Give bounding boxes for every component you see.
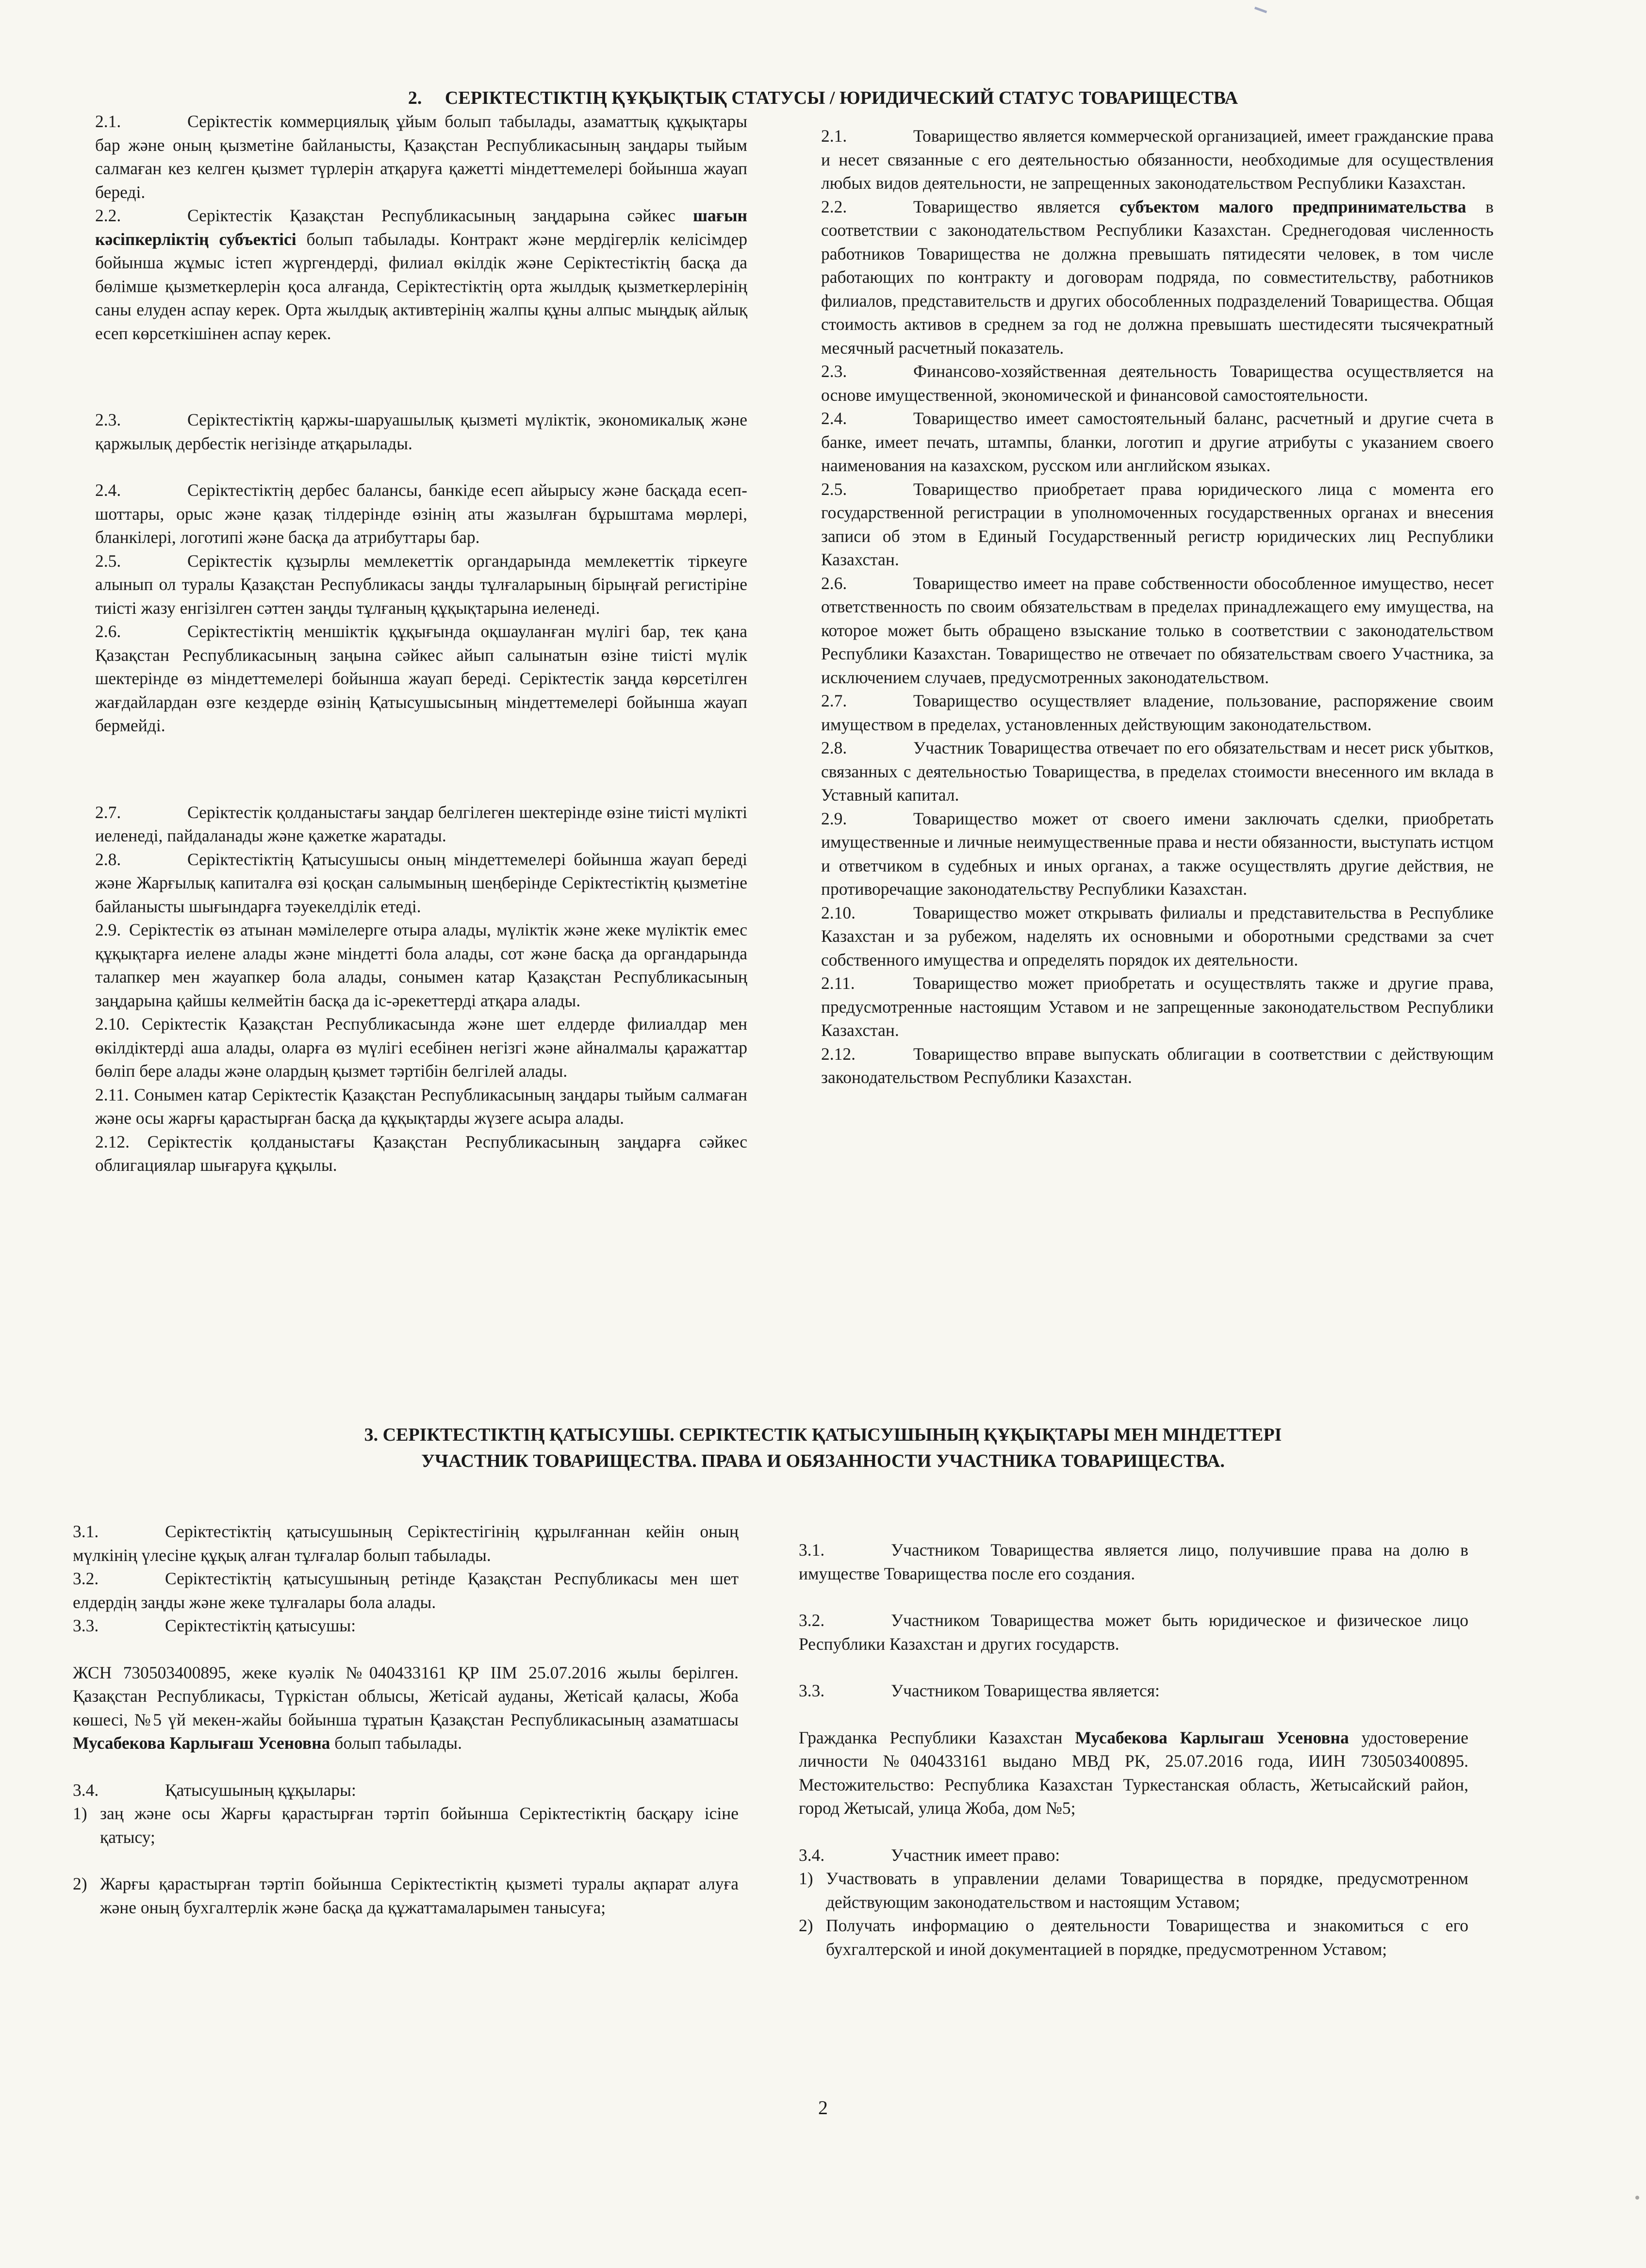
list-item: 2) Жарғы қарастырған тәртіп бойынша Серіктестіктің қызметі туралы ақпарат алуға және оның бухгалтерлік және басқа да құжаттамаларымен танысуға; <box>73 1874 739 1917</box>
clause-3-2-ru: 3.2. Участником Товарищества может быть юридическое и физическое лицо Республики Казахстан и других государств. <box>799 1611 1468 1654</box>
section-2-russian-column <box>821 124 1494 1089</box>
clause-2-1-ru: 2.1. Товарищество является коммерческой организацией, имеет гражданские права и несет связанные с его деятельностью обязанности, необходимые для осуществления любых видов деятельности, не запрещенных законодательством Республики Казахстан. <box>821 126 1494 193</box>
clause-2-3-kz: 2.3. Серіктестіктің қаржы-шаруашылық қызметі мүліктік, экономикалық және қаржылық дербестік негізінде атқарылады. <box>95 410 747 453</box>
section-3-russian-column <box>799 1538 1468 1961</box>
clause-3-1-ru: 3.1. Участником Товарищества является лицо, получившие права на долю в имуществе Товарищества после его создания. <box>799 1540 1468 1583</box>
clause-2-8-kz: 2.8. Серіктестіктің Қатысушысы оның міндеттемелері бойынша жауап береді және Жарғылық капиталға өзі қосқан салымының шеңберінде Серіктестіктің қызметіне байланысты шығындарға тәуекелділік етеді. <box>95 849 747 916</box>
clause-3-1-kz: 3.1. Серіктестіктің қатысушының Серіктестігінің құрылғаннан кейін оның мүлкінің үлесіне құқық алған тұлғалар болып табылады. <box>73 1522 739 1565</box>
clause-3-3-kz: 3.3. Серіктестіктің қатысушы: <box>73 1616 356 1635</box>
section-3-title-kazakh: 3. СЕРІКТЕСТІКТІҢ ҚАТЫСУШЫ. СЕРІКТЕСТІК ҚАТЫСУШЫНЫҢ ҚҰҚЫҚТАРЫ МЕН МІНДЕТТЕРІ <box>364 1425 1282 1445</box>
clause-2-3-ru: 2.3. Финансово-хозяйственная деятельность Товарищества осуществляется на основе имущественной, экономической и финансовой самостоятельности. <box>821 362 1494 405</box>
clause-2-8-ru: 2.8. Участник Товарищества отвечает по его обязательствам и несет риск убытков, связанных с деятельностью Товарищества, в пределах стоимости внесенного им вклада в Уставный капитал. <box>821 738 1494 805</box>
participant-ru: Гражданка Республики Казахстан Мусабекова Карлыгаш Усеновна удостоверение личности №040433161 выдано МВД РК, 25.07.2016 года, ИИН 730503400895. Местожительство: Республика Казахстан Туркестанская область, Жетысайский район, город Жетысай, улица Жоба, дом №5; <box>799 1727 1468 1818</box>
clause-2-7-kz: 2.7. Серіктестік қолданыстағы заңдар белгілеген шектерінде өзіне тиісті мүлікті иеленеді, пайдаланады және қажетке жаратады. <box>95 802 747 845</box>
clause-2-5-kz: 2.5. Серіктестік құзырлы мемлекеттік органдарында мемлекеттік тіркеуге алынып ол туралы Қазақстан Республикасы заңды тұлғаларының бірыңғай регистіріне тиісті жазу енгізілген сәттен заңды тұлғаның құқықтарына иеленеді. <box>95 551 747 618</box>
clause-2-9-kz: 2.9. Серіктестік өз атынан мәмілелерге отыра алады, мүліктік және жеке мүліктік емес құқықтарға иелене алады және міндетті бола алады, сот және басқа да органдарында талапкер мен жауапкер бола алады, сонымен катар Қазақстан Республикасының заңдарына қайшы келмейтін басқа да іс-әрекеттерді атқара алады. <box>95 920 747 1010</box>
clause-2-6-kz: 2.6. Серіктестіктің меншіктік құқығында оқшауланған мүлігі бар, тек қана Қазақстан Республикасының заңына сәйкес айып салынатын өзіне тиісті мүлік шектерінде өз міндеттемелері бойынша жауап береді. Серіктестік заңда көрсетілген жағдайлардан өзге кездерде өзінің Қатысушысының міндеттемелері бойынша жауап бермейді. <box>95 622 747 735</box>
section-3-title-russian: УЧАСТНИК ТОВАРИЩЕСТВА. ПРАВА И ОБЯЗАННОСТИ УЧАСТНИКА ТОВАРИЩЕСТВА. <box>421 1451 1225 1471</box>
clause-2-4-kz: 2.4. Серіктестіктің дербес балансы, банкіде есеп айырысу және басқада есеп-шоттары, орыс және қазақ тілдерінде өзінің аты жазылған бұрыштама мөрлері, бланкілері, логотипі және басқа да атрибуттары бар. <box>95 480 747 547</box>
clause-2-12-ru: 2.12. Товарищество вправе выпускать облигации в соответствии с действующим законодательством Республики Казахстан. <box>821 1044 1494 1087</box>
section-2-kazakh-column <box>95 110 747 1177</box>
participant-kz: ЖСН 730503400895, жеке куәлік №040433161 ҚР ІІМ 25.07.2016 жылы берілген. Қазақстан Республикасы, Түркістан облысы, Жетісай ауданы, Жетісай қаласы, Жоба көшесі, №5 үй мекен-жайы бойынша тұратын Қазақстан Республикасының азаматшасы Мусабекова Карлығаш Усеновна болып табылады. <box>73 1662 739 1753</box>
clause-2-4-ru: 2.4. Товарищество имеет самостоятельный баланс, расчетный и другие счета в банке, имеет печать, штампы, бланки, логотип и другие атрибуты с указанием своего наименования на казахском, русском или английском языках. <box>821 409 1494 475</box>
clause-2-7-ru: 2.7. Товарищество осуществляет владение, пользование, распоряжение своим имуществом в пределах, установленных действующим законодательством. <box>821 691 1494 734</box>
clause-2-5-ru: 2.5. Товарищество приобретает права юридического лица с момента его государственной регистрации в уполномоченных государственных органах и внесения записи об этом в Единый Государственный регистр юридических лиц Республики Казахстан. <box>821 479 1494 569</box>
clause-2-6-ru: 2.6. Товарищество имеет на праве собственности обособленное имущество, несет ответственность по своим обязательствам в пределах принадлежащего ему имущества, на которое может быть обращено взыскание только в соответствии с законодательством Республики Казахстан. Товарищество не отвечает по обязательствам своего Участника, за исключением случаев, предусмотренных законодательством. <box>821 573 1494 687</box>
section-2-title: 2. СЕРІКТЕСТІКТІҢ ҚҰҚЫҚТЫҚ СТАТУСЫ / ЮРИДИЧЕСКИЙ СТАТУС ТОВАРИЩЕСТВА <box>408 88 1238 108</box>
clause-2-11-kz: 2.11. Сонымен катар Серіктестік Қазақстан Республикасының заңдары тыйым салмаған және осы жарғы қарастырған басқа да құқықтарды жүзеге асыра алады. <box>95 1085 747 1128</box>
clause-2-9-ru: 2.9. Товарищество может от своего имени заключать сделки, приобретать имущественные и личные неимущественные права и нести обязанности, выступать истцом и ответчиком в судебных и иных органах, а также осуществлять другие действия, не противоречащие законодательству Республики Казахстан. <box>821 808 1494 899</box>
list-item: 2) Получать информацию о деятельности Товарищества и знакомиться с его бухгалтерской и иной документацией в порядке, предусмотренном Уставом; <box>799 1916 1468 1959</box>
clause-3-4-ru: 3.4. Участник имеет право: <box>799 1845 1060 1865</box>
clause-2-11-ru: 2.11. Товарищество может приобретать и осуществлять также и другие права, предусмотренные настоящим Уставом и не запрещенные законодательством Республики Казахстан. <box>821 973 1494 1040</box>
clause-2-2-ru: 2.2. Товарищество является субъектом малого предпринимательства в соответствии с законодательством Республики Казахстан. Среднегодовая численность работников Товарищества не должна превышать пятидесяти человек, в том числе работающих по контракту и договорам подряда, по совместительству, работников филиалов, представительств и других обособленных подразделений Товарищества. Общая стоимость активов в среднем за год не должна превышать шестидесяти тысячекратный месячный расчетный показатель. <box>821 197 1494 358</box>
scan-mark <box>1254 7 1267 14</box>
clause-3-4-kz: 3.4. Қатысушының құқылары: <box>73 1780 356 1800</box>
clause-2-12-kz: 2.12. Серіктестік қолданыстағы Қазақстан Республикасының заңдарға сәйкес облигациялар шығаруға құқылы. <box>95 1132 747 1175</box>
list-item: 1) заң және осы Жарғы қарастырған тәртіп бойынша Серіктестіктің басқару ісіне қатысу; <box>73 1804 739 1847</box>
clause-3-2-kz: 3.2. Серіктестіктің қатысушының ретінде Қазақстан Республикасы мен шет елдердің заңды және жеке тұлғалары бола алады. <box>73 1569 739 1612</box>
list-item: 1) Участвовать в управлении делами Товарищества в порядке, предусмотренном действующим законодательством и настоящим Уставом; <box>799 1869 1468 1912</box>
page-number: 2 <box>818 2097 828 2119</box>
clause-2-10-ru: 2.10. Товарищество может открывать филиалы и представительства в Республике Казахстан и за рубежом, наделять их основными и оборотными средствами за счет собственного имущества и определять порядок их деятельности. <box>821 903 1494 970</box>
clause-2-2-kz: 2.2. Серіктестік Қазақстан Республикасының заңдарына сәйкес шағын кәсіпкерліктің субъектісі болып табылады. Контракт және мердігерлік келісімдер бойынша жұмыс істеп жүргендерді, филиал өкілдік және Серіктестіктің басқа да бөлімше қызметкерлерін қоса алғанда, Серіктестіктің орта жылдық қызметкерлерінің саны елуден аспау керек. Орта жылдық активтерінің жалпы құны алпыс мыңдық айлық есеп көрсеткішінен аспау керек. <box>95 206 747 343</box>
clause-2-10-kz: 2.10. Серіктестік Қазақстан Республикасында және шет елдерде филиалдар мен өкілдіктерді аша алады, оларға өз мүлігі есебінен негізгі және айналмалы қаражаттар бөліп бере алады және олардың қызмет тәртібін белгілей алады. <box>95 1014 747 1081</box>
clause-2-1-kz: 2.1. Серіктестік коммерциялық ұйым болып табылады, азаматтық құқықтары бар және оның қызметіне байланысты, Қазақстан Республикасының заңдары тыйым салмаған кез келген қызмет түрлерін атқаруға қажетті міндеттемелері бойынша жауап береді. <box>95 112 747 202</box>
scan-speck <box>1635 2196 1639 2200</box>
section-3-kazakh-column <box>73 1520 739 1919</box>
clause-3-3-ru: 3.3. Участником Товарищества является: <box>799 1681 1160 1700</box>
